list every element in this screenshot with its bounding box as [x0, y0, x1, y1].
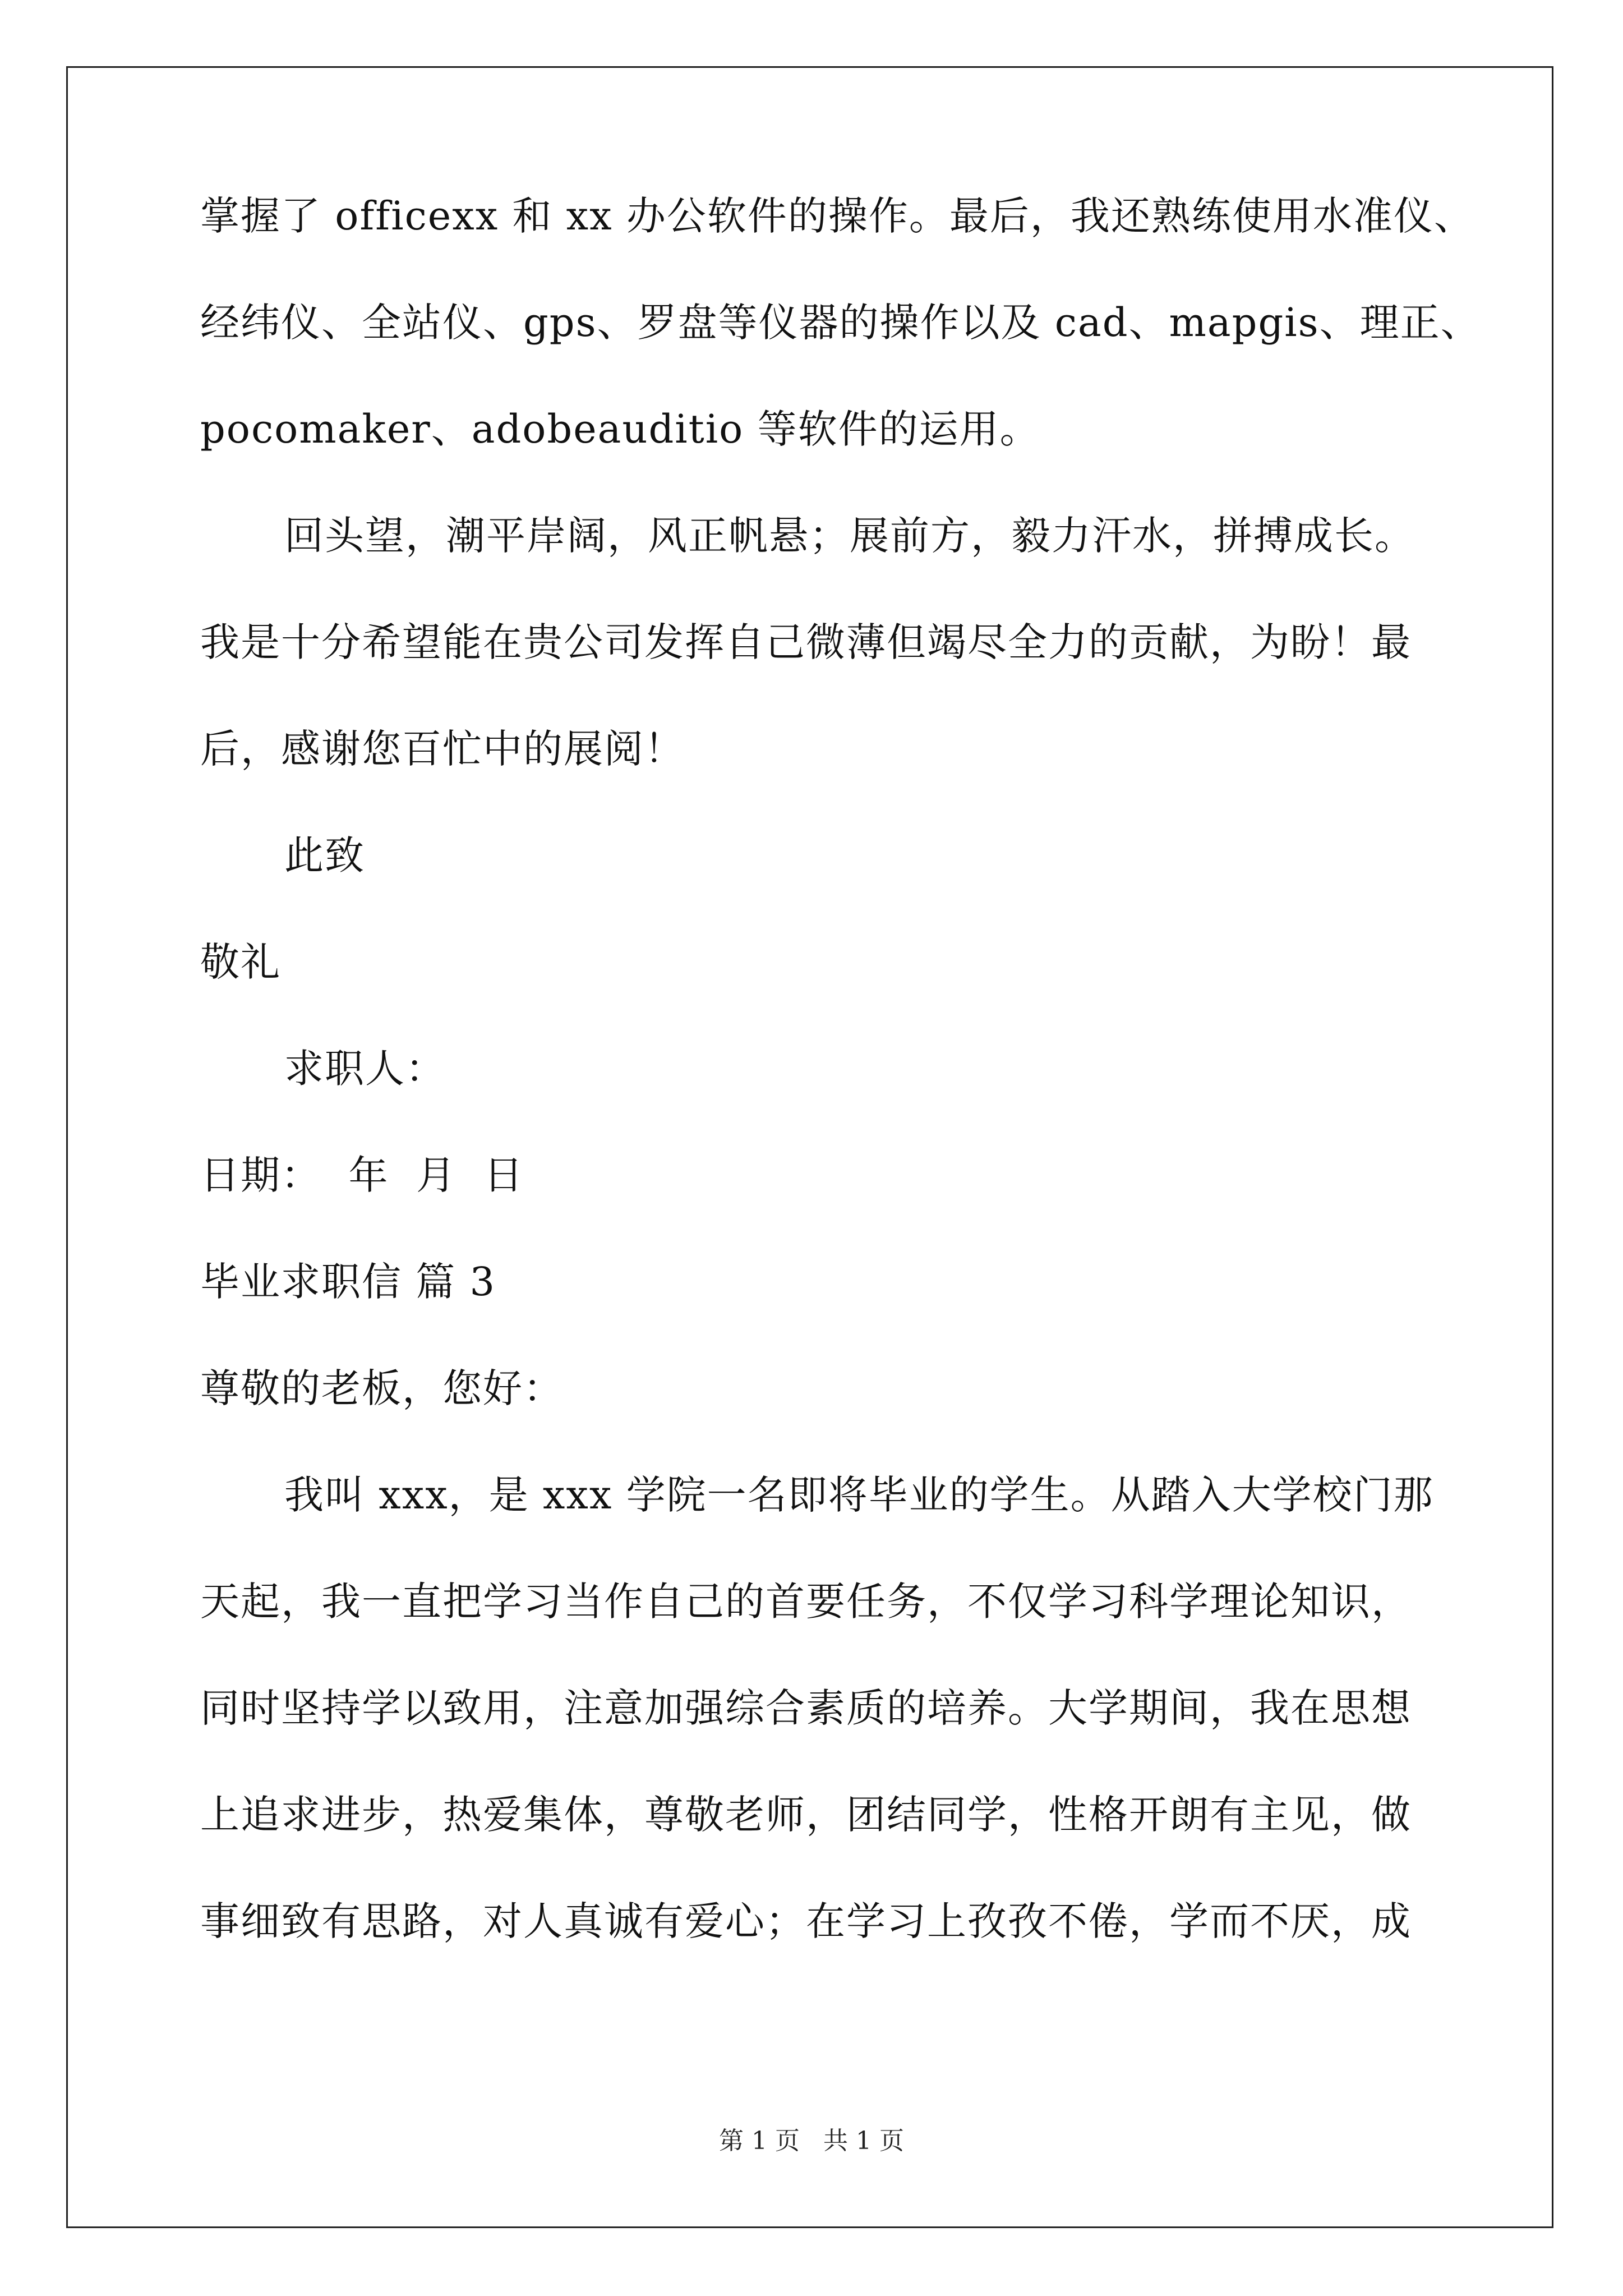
section-heading: 毕业求职信 篇 3: [200, 1259, 496, 1305]
document-body: [200, 193, 1481, 2008]
applicant-signature: 求职人：: [284, 1046, 446, 1092]
closing-salutation: 此致: [284, 832, 365, 878]
page-number: 第 1 页 共 1 页: [719, 2127, 904, 2155]
text-line: pocomaker、adobeauditio 等软件的运用。: [200, 406, 1040, 452]
greeting: 尊敬的老板，您好：: [200, 1365, 564, 1411]
text-line: 同时坚持学以致用，注意加强综合素质的培养。大学期间，我在思想: [200, 1685, 1412, 1731]
page-footer: [0, 2129, 1623, 2154]
paragraph-line: 我叫 xxx，是 xxx 学院一名即将毕业的学生。从踏入大学校门那: [284, 1472, 1434, 1518]
text-line: 事细致有思路，对人真诚有爱心；在学习上孜孜不倦，学而不厌，成: [200, 1898, 1412, 1944]
text-line: 上追求进步，热爱集体，尊敬老师，团结同学，性格开朗有主见，做: [200, 1792, 1412, 1838]
text-line: 后，感谢您百忙中的展阅！: [200, 726, 685, 772]
text-line: 天起，我一直把学习当作自己的首要任务，不仅学习科学理论知识，: [200, 1579, 1412, 1625]
date-line: 日期： 年 月 日: [200, 1152, 524, 1198]
closing-regards: 敬礼: [200, 939, 281, 985]
paragraph-line: 回头望，潮平岸阔，风正帆悬；展前方，毅力汗水，拼搏成长。: [284, 513, 1415, 559]
text-line: 我是十分希望能在贵公司发挥自己微薄但竭尽全力的贡献，为盼！最: [200, 619, 1412, 665]
text-line: 掌握了 officexx 和 xx 办公软件的操作。最后，我还熟练使用水准仪、: [200, 193, 1474, 239]
text-line: 经纬仪、全站仪、gps、罗盘等仪器的操作以及 cad、mapgis、理正、: [200, 300, 1481, 346]
